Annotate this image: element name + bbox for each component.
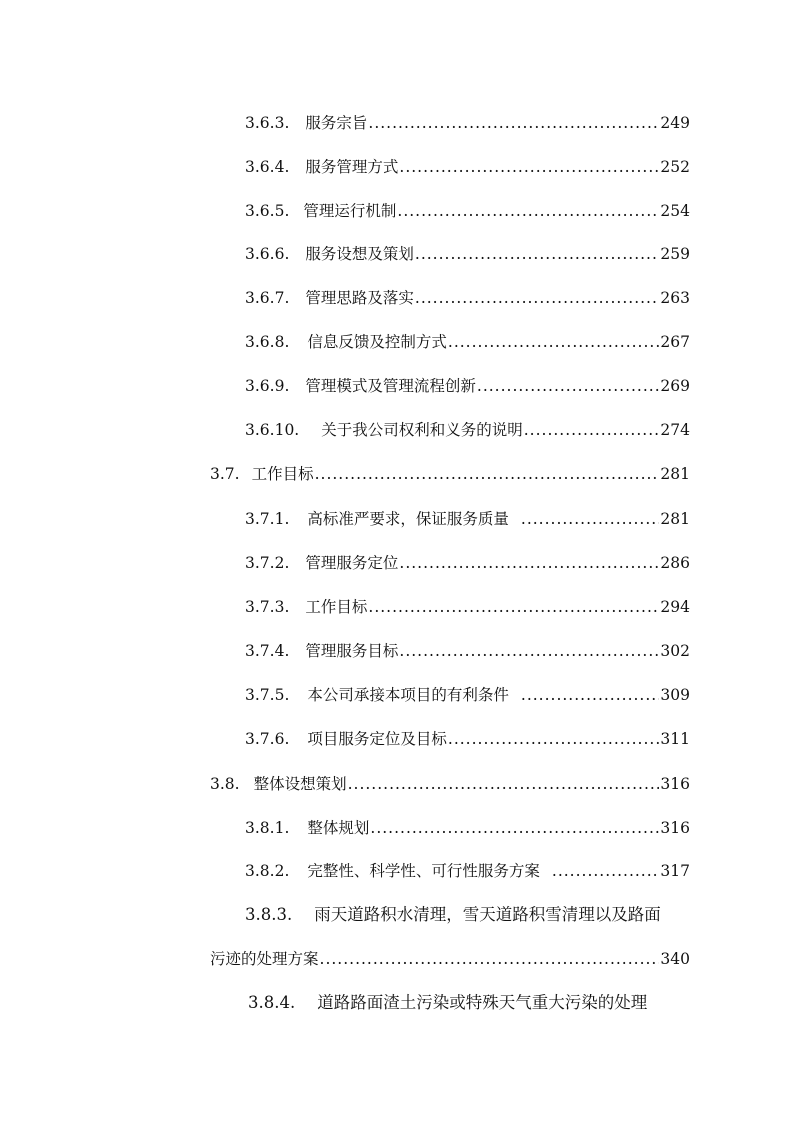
toc-dot-leader <box>370 817 659 839</box>
toc-dot-leader <box>348 773 660 795</box>
toc-entry-page: 294 <box>660 598 690 616</box>
toc-entry-page: 317 <box>660 862 690 880</box>
toc-dot-leader <box>315 463 660 485</box>
toc-entry-3-8-4[interactable] <box>248 992 647 1014</box>
toc-entry-title: 工作目标 <box>305 598 368 616</box>
toc-entry-3-7-1[interactable] <box>245 508 690 530</box>
toc-dot-leader <box>415 243 660 265</box>
toc-entry-title: 服务宗旨 <box>305 114 368 132</box>
toc-entry-3-7-6[interactable] <box>245 728 690 750</box>
toc-entry-title: 管理模式及管理流程创新 <box>305 377 476 395</box>
toc-entry-title: 管理服务定位 <box>305 554 399 572</box>
toc-dot-leader <box>521 508 660 530</box>
toc-entry-page: 311 <box>660 730 690 748</box>
toc-entry-number: 3.6.8. <box>245 333 290 351</box>
toc-entry-page: 286 <box>660 554 690 572</box>
toc-entry-number: 3.7.3. <box>245 598 290 616</box>
toc-entry-number: 3.6.7. <box>245 289 290 307</box>
toc-dot-leader <box>368 112 659 134</box>
toc-entry-title: 管理运行机制 <box>303 202 397 220</box>
toc-entry-title: 管理思路及落实 <box>305 289 414 307</box>
toc-entry-page: 340 <box>660 950 690 968</box>
toc-entry-title: 完整性、科学性、可行性服务方案 <box>307 862 540 880</box>
toc-dot-leader <box>477 375 660 397</box>
toc-entry-number: 3.8.4. <box>248 993 296 1012</box>
toc-entry-title: 管理服务目标 <box>305 642 399 660</box>
toc-entry-3-7-2[interactable] <box>245 552 690 574</box>
toc-entry-3-6-10[interactable] <box>245 419 690 441</box>
toc-entry-3-8-2[interactable] <box>245 860 690 882</box>
toc-entry-title: 关于我公司权利和义务的说明 <box>321 421 523 439</box>
toc-entry-number: 3.6.5. <box>245 202 290 220</box>
toc-entry-number: 3.7.1. <box>245 510 290 528</box>
toc-entry-number: 3.7.6. <box>245 730 290 748</box>
toc-entry-number: 3.7. <box>210 465 240 483</box>
toc-entry-page: 263 <box>660 289 690 307</box>
toc-dot-leader <box>397 200 659 222</box>
toc-entry-3-8[interactable] <box>210 773 690 795</box>
toc-entry-title: 项目服务定位及目标 <box>307 730 447 748</box>
toc-entry-page: 281 <box>660 465 690 483</box>
toc-entry-3-6-7[interactable] <box>245 287 690 309</box>
toc-entry-number: 3.6.6. <box>245 245 290 263</box>
toc-entry-title: 整体设想策划 <box>253 775 347 793</box>
toc-entry-title: 整体规划 <box>307 819 370 837</box>
toc-entry-number: 3.7.5. <box>245 686 290 704</box>
toc-entry-page: 252 <box>660 158 690 176</box>
toc-entry-3-6-3[interactable] <box>245 112 690 134</box>
toc-entry-number: 3.6.3. <box>245 114 290 132</box>
toc-entry-3-7-4[interactable] <box>245 640 690 662</box>
toc-dot-leader <box>552 860 660 882</box>
toc-entry-page: 269 <box>660 377 690 395</box>
toc-dot-leader <box>399 156 659 178</box>
toc-entry-title: 本公司承接本项目的有利条件 <box>307 686 509 704</box>
toc-entry-number: 3.7.2. <box>245 554 290 572</box>
toc-entry-number: 3.8.1. <box>245 819 290 837</box>
toc-dot-leader <box>399 552 659 574</box>
toc-entry-title-cont: 污迹的处理方案 <box>210 950 319 968</box>
toc-entry-continuation <box>210 948 690 970</box>
toc-entry-3-7-5[interactable] <box>245 684 690 706</box>
toc-entry-page: 316 <box>660 775 690 793</box>
toc-entry-page: 274 <box>660 421 690 439</box>
toc-dot-leader <box>415 287 660 309</box>
toc-entry-number: 3.8.3. <box>245 905 293 924</box>
toc-entry-number: 3.8. <box>210 775 240 793</box>
toc-entry-page: 267 <box>660 333 690 351</box>
toc-entry-3-6-8[interactable] <box>245 331 690 353</box>
toc-entry-page: 254 <box>660 202 690 220</box>
toc-entry-title: 信息反馈及控制方式 <box>307 333 447 351</box>
toc-dot-leader <box>320 948 660 970</box>
toc-entry-page: 302 <box>660 642 690 660</box>
toc-entry-number: 3.7.4. <box>245 642 290 660</box>
toc-dot-leader <box>448 331 660 353</box>
toc-dot-leader <box>524 419 660 441</box>
toc-entry-3-8-1[interactable] <box>245 817 690 839</box>
toc-entry-first-line <box>245 904 661 926</box>
toc-entry-title: 道路路面渣土污染或特殊天气重大污染的处理 <box>317 993 648 1012</box>
toc-entry-title: 高标准严要求，保证服务质量 <box>307 510 509 528</box>
toc-dot-leader <box>521 684 660 706</box>
toc-entry-3-6-4[interactable] <box>245 156 690 178</box>
toc-entry-page: 249 <box>660 114 690 132</box>
toc-entry-page: 259 <box>660 245 690 263</box>
toc-entry-title: 雨天道路积水清理，雪天道路积雪清理以及路面 <box>314 905 661 924</box>
toc-entry-title: 服务管理方式 <box>305 158 399 176</box>
toc-entry-number: 3.6.4. <box>245 158 290 176</box>
toc-entry-number: 3.8.2. <box>245 862 290 880</box>
toc-dot-leader <box>399 640 659 662</box>
toc-entry-3-7[interactable] <box>210 463 690 485</box>
toc-entry-title: 服务设想及策划 <box>305 245 414 263</box>
toc-entry-number: 3.6.9. <box>245 377 290 395</box>
toc-entry-page: 316 <box>660 819 690 837</box>
toc-dot-leader <box>448 728 660 750</box>
toc-entry-page: 281 <box>660 510 690 528</box>
toc-dot-leader <box>368 596 659 618</box>
toc-entry-3-6-5[interactable] <box>245 200 690 222</box>
toc-entry-3-6-6[interactable] <box>245 243 690 265</box>
toc-entry-3-6-9[interactable] <box>245 375 690 397</box>
toc-entry-title: 工作目标 <box>251 465 314 483</box>
toc-entry-number: 3.6.10. <box>245 421 300 439</box>
toc-entry-3-7-3[interactable] <box>245 596 690 618</box>
toc-entry-page: 309 <box>660 686 690 704</box>
